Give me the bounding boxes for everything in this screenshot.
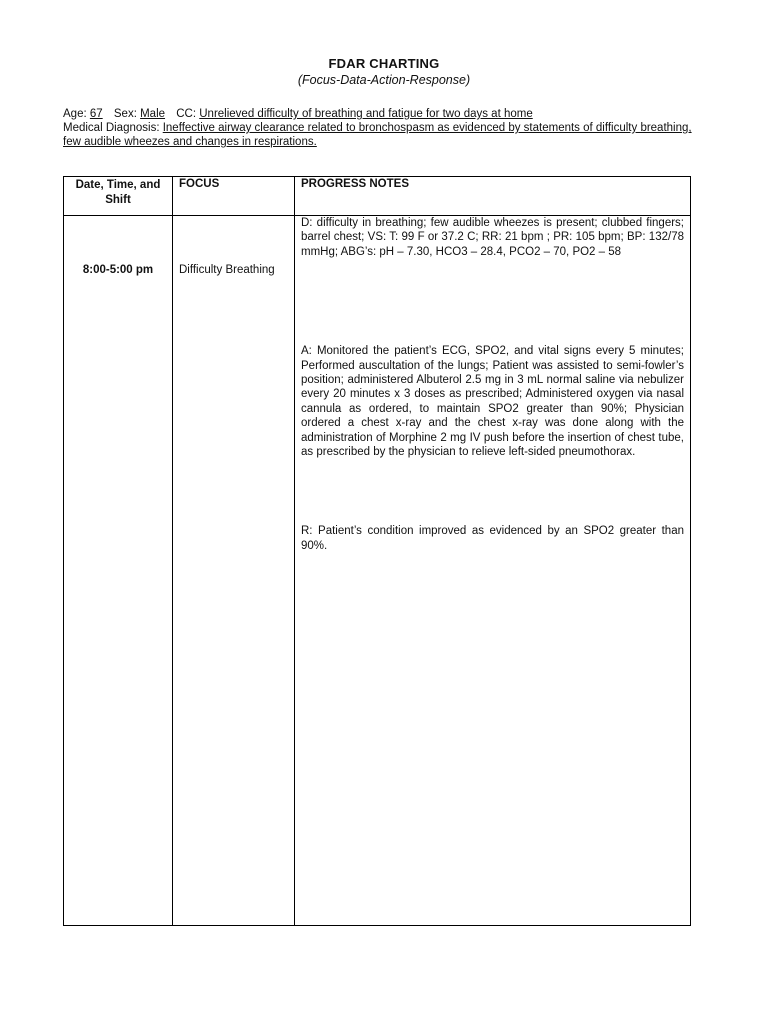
- focus-cell: [173, 216, 295, 926]
- cc-value: Unrelieved difficulty of breathing and fatigue for two days at home: [199, 108, 533, 120]
- focus-text: Difficulty Breathing: [179, 264, 275, 276]
- header-focus: FOCUS: [173, 177, 295, 216]
- note-data: D: difficulty in breathing; few audible wheezes is present; clubbed fingers; barrel chest; VS: T: 99 F or 37.2 C; RR: 21 bpm ; PR: 105 bpm; BP: 132/78 mmHg; ABG’s: pH – 7.30, HCO3 – 28.4, PCO2 – 70, PO2 – 58: [301, 217, 684, 258]
- header-progress-notes: PROGRESS NOTES: [295, 177, 691, 216]
- document-subtitle: (Focus-Data-Action-Response): [297, 73, 471, 87]
- diagnosis-value: Ineffective airway clearance related to bronchospasm as evidenced by statements of difficulty breathing, few audible wheezes and changes in respirations.: [63, 122, 692, 148]
- diagnosis-label: Medical Diagnosis:: [63, 122, 160, 134]
- patient-info-line: [63, 107, 703, 121]
- diagnosis-line: [63, 121, 703, 149]
- age-value: 67: [89, 108, 103, 120]
- shift-time: 8:00-5:00 pm: [82, 264, 154, 276]
- date-cell: [64, 216, 173, 926]
- sex-value: Male: [140, 108, 166, 120]
- cc-label: CC:: [176, 108, 197, 120]
- note-response: R: Patient’s condition improved as evidenced by an SPO2 greater than 90%.: [301, 525, 684, 552]
- age-label: Age:: [63, 108, 87, 120]
- progress-notes-cell: [295, 216, 691, 926]
- sex-label: Sex:: [113, 108, 137, 120]
- header-date: Date, Time, and Shift: [64, 177, 173, 216]
- note-action: A: Monitored the patient’s ECG, SPO2, and vital signs every 5 minutes; Performed auscultation of the lungs; Patient was assisted to semi-fowler’s position; administered Albuterol 2.5 mg in 3 mL normal saline via nebulizer every 20 minutes x 3 doses as prescribed; Administered oxygen via nasal cannula as ordered, to maintain SPO2 greater than 90%; Physician ordered a chest x-ray and the chest x-ray was done along with the administration of Morphine 2 mg IV push before the insertion of chest tube, as prescribed by the physician to relieve left-sided pneumothorax.: [301, 345, 684, 459]
- document-title: FDAR CHARTING: [328, 56, 440, 71]
- table-header-row: [64, 177, 691, 216]
- table-row: [64, 216, 691, 926]
- fdar-table: [63, 176, 691, 926]
